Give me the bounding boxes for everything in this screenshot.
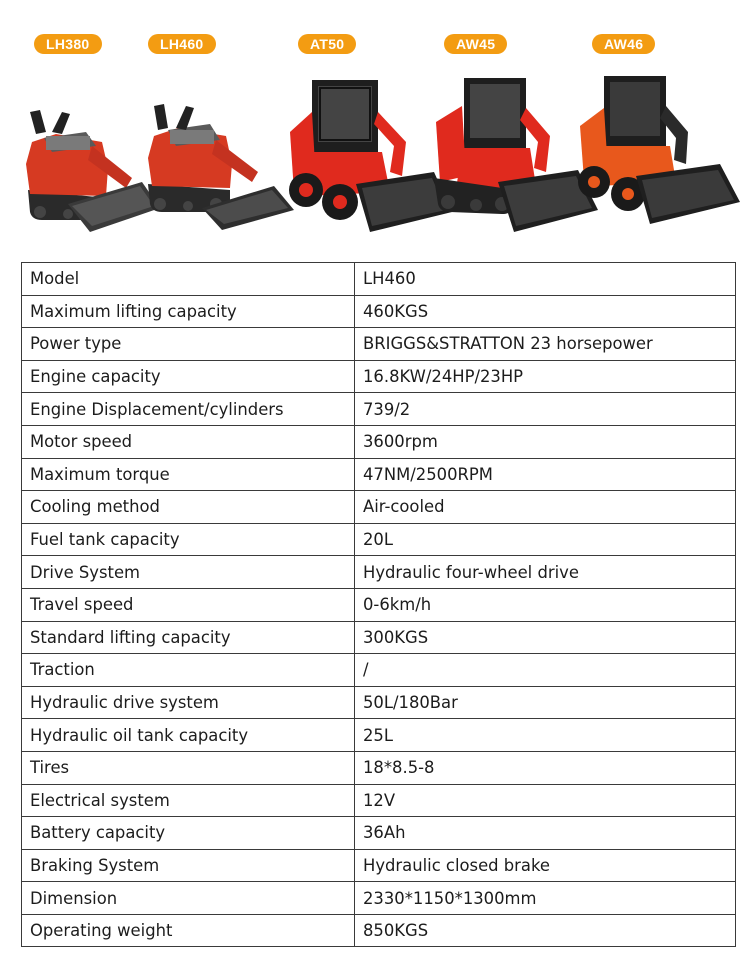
spec-row — [22, 817, 736, 850]
spec-label: Motor speed — [22, 425, 355, 458]
tracked-skid-steer-image — [432, 72, 602, 237]
spec-value: 850KGS — [355, 914, 736, 947]
spec-value: / — [355, 654, 736, 687]
spec-label: Operating weight — [22, 914, 355, 947]
spec-label: Standard lifting capacity — [22, 621, 355, 654]
spec-row — [22, 295, 736, 328]
spec-value: 18*8.5-8 — [355, 751, 736, 784]
model-badge: LH380 — [34, 34, 102, 54]
spec-value: 2330*1150*1300mm — [355, 882, 736, 915]
spec-value: 47NM/2500RPM — [355, 458, 736, 491]
spec-table — [21, 262, 736, 947]
spec-label: Engine Displacement/cylinders — [22, 393, 355, 426]
spec-label: Hydraulic oil tank capacity — [22, 719, 355, 752]
spec-row — [22, 523, 736, 556]
model-badge: AT50 — [298, 34, 356, 54]
spec-label: Model — [22, 263, 355, 296]
model-badge: AW45 — [444, 34, 507, 54]
spec-row — [22, 458, 736, 491]
spec-row — [22, 719, 736, 752]
wheeled-skid-steer-image — [578, 72, 748, 237]
spec-value: 3600rpm — [355, 425, 736, 458]
spec-row — [22, 491, 736, 524]
spec-row — [22, 784, 736, 817]
spec-value: Air-cooled — [355, 491, 736, 524]
spec-label: Maximum lifting capacity — [22, 295, 355, 328]
spec-row — [22, 849, 736, 882]
spec-row — [22, 393, 736, 426]
spec-value: 12V — [355, 784, 736, 817]
spec-row — [22, 263, 736, 296]
spec-label: Tires — [22, 751, 355, 784]
spec-row — [22, 751, 736, 784]
spec-value: Hydraulic closed brake — [355, 849, 736, 882]
spec-label: Maximum torque — [22, 458, 355, 491]
spec-row — [22, 914, 736, 947]
spec-value: 300KGS — [355, 621, 736, 654]
spec-value: Hydraulic four-wheel drive — [355, 556, 736, 589]
mini-skid-steer-image — [148, 72, 298, 232]
spec-row — [22, 328, 736, 361]
spec-label: Engine capacity — [22, 360, 355, 393]
spec-value: 25L — [355, 719, 736, 752]
wheeled-skid-steer-image — [286, 72, 456, 237]
spec-value: 739/2 — [355, 393, 736, 426]
spec-label: Hydraulic drive system — [22, 686, 355, 719]
spec-row — [22, 556, 736, 589]
spec-value: 460KGS — [355, 295, 736, 328]
model-badge: AW46 — [592, 34, 655, 54]
spec-value: 20L — [355, 523, 736, 556]
spec-value: 36Ah — [355, 817, 736, 850]
product-lineup — [0, 0, 750, 250]
spec-value: LH460 — [355, 263, 736, 296]
mini-skid-steer-image — [22, 72, 162, 232]
spec-label: Power type — [22, 328, 355, 361]
spec-label: Cooling method — [22, 491, 355, 524]
spec-label: Battery capacity — [22, 817, 355, 850]
spec-table-body — [22, 263, 736, 947]
spec-value: 16.8KW/24HP/23HP — [355, 360, 736, 393]
spec-row — [22, 686, 736, 719]
spec-label: Travel speed — [22, 588, 355, 621]
spec-label: Electrical system — [22, 784, 355, 817]
spec-value: 50L/180Bar — [355, 686, 736, 719]
spec-row — [22, 588, 736, 621]
spec-row — [22, 425, 736, 458]
spec-row — [22, 882, 736, 915]
spec-label: Drive System — [22, 556, 355, 589]
spec-label: Braking System — [22, 849, 355, 882]
spec-value: BRIGGS&STRATTON 23 horsepower — [355, 328, 736, 361]
spec-label: Traction — [22, 654, 355, 687]
spec-row — [22, 360, 736, 393]
spec-label: Dimension — [22, 882, 355, 915]
model-badge: LH460 — [148, 34, 216, 54]
spec-row — [22, 621, 736, 654]
spec-value: 0-6km/h — [355, 588, 736, 621]
spec-label: Fuel tank capacity — [22, 523, 355, 556]
spec-row — [22, 654, 736, 687]
